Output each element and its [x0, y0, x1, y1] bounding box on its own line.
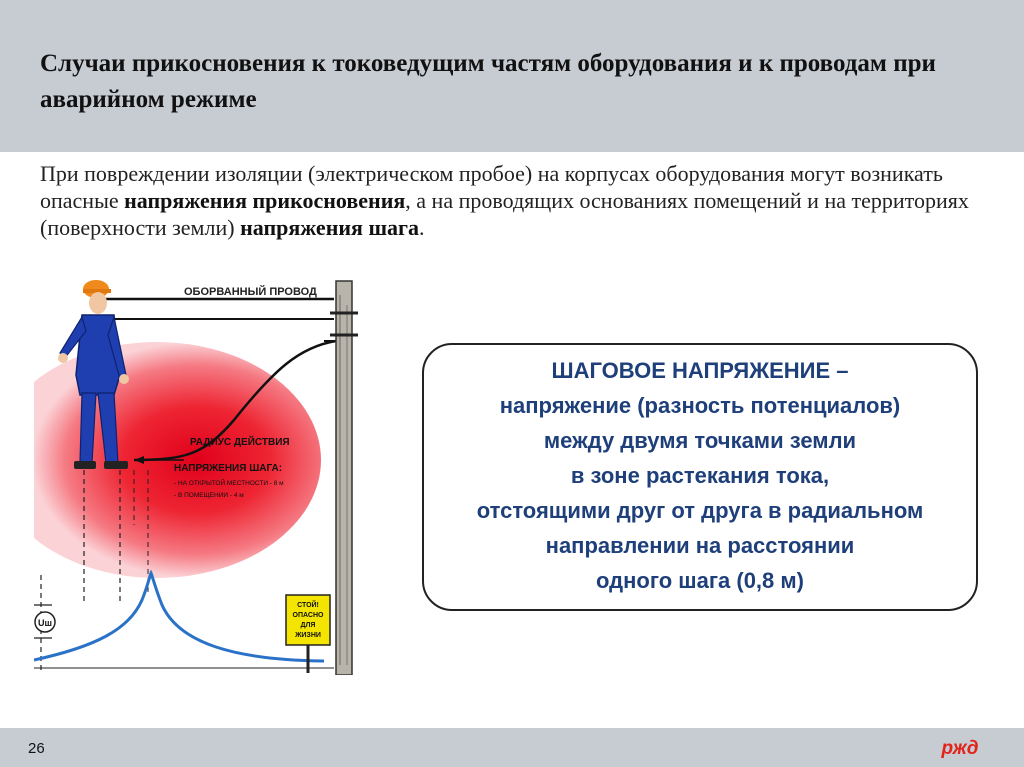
definition-line: в зоне растекания тока, — [570, 463, 830, 488]
potential-curve — [34, 573, 324, 661]
intro-paragraph — [40, 160, 1000, 241]
intro-text-1: При повреждении изоляции (электрическом пробое) на корпусах оборудования могут возникать опасные — [40, 161, 943, 213]
definition-line: отстоящими друг от друга в радиальном — [476, 498, 924, 523]
step-voltage-term: напряжения шага — [240, 215, 420, 240]
voltage-symbol: Uш — [37, 618, 53, 628]
rzd-logo-text: ржд — [941, 738, 979, 759]
warning-sign-line-1: СТОЙ! — [297, 602, 319, 609]
rzd-logo — [932, 734, 988, 760]
wire-label: ОБОРВАННЫЙ ПРОВОД — [184, 286, 317, 298]
definition-line: напряжение (разность потенциалов) — [499, 393, 901, 418]
radius-label: РАДИУС ДЕЙСТВИЯ — [190, 437, 290, 448]
definition-line: направлении на расстоянии — [545, 533, 855, 558]
step-voltage-label: НАПРЯЖЕНИЯ ШАГА: — [174, 463, 283, 474]
step-voltage-illustration — [34, 275, 360, 675]
definition-term: ШАГОВОЕ НАПРЯЖЕНИЕ – — [551, 358, 849, 383]
definition-line: между двумя точками земли — [543, 428, 857, 453]
utility-pole — [336, 281, 352, 675]
warning-sign-line-2: ОПАСНО — [292, 612, 324, 619]
intro-text-2: , а на проводящих основаниях помещений и на территориях (поверхности земли) — [40, 188, 969, 240]
slide-title: Случаи прикосновения к токоведущим частям оборудования и к проводам при аварийном режиме — [40, 50, 936, 113]
footer-bar — [0, 728, 1024, 767]
intro-text-3: . — [419, 215, 425, 240]
indoor-note: - В ПОМЕЩЕНИИ - 4 м — [174, 492, 244, 499]
warning-sign-line-3: ДЛЯ — [300, 622, 316, 629]
page-number: 26 — [28, 740, 45, 757]
definition-line: одного шага (0,8 м) — [596, 568, 804, 593]
definition-box — [422, 343, 978, 611]
warning-sign-line-4: ЖИЗНИ — [295, 632, 321, 639]
touch-voltage-term: напряжения прикосновения — [124, 188, 406, 213]
open-area-note: - НА ОТКРЫТОЙ МЕСТНОСТИ - 8 м — [174, 480, 284, 487]
